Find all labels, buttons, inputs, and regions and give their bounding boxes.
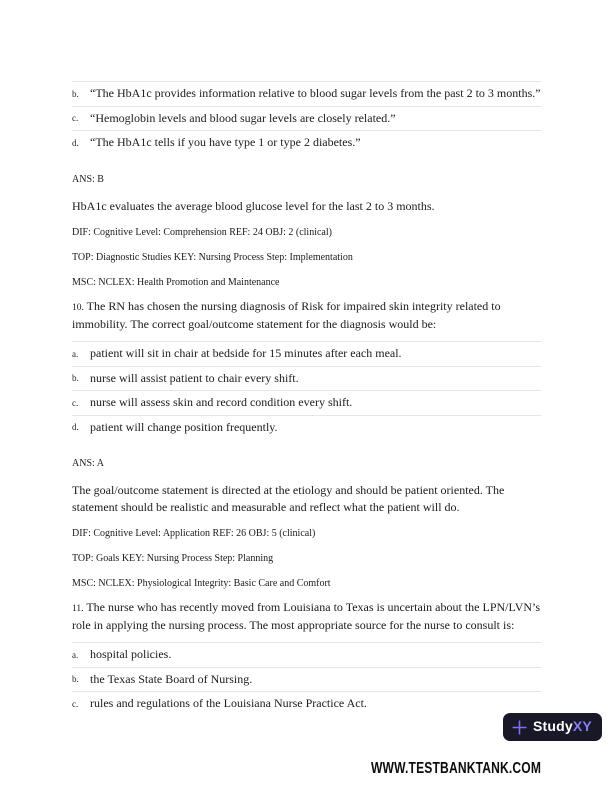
option-label: d. bbox=[72, 137, 79, 148]
option-row bbox=[72, 642, 541, 667]
option-label: c. bbox=[72, 397, 79, 408]
question-9-section bbox=[72, 81, 541, 289]
question-text bbox=[72, 599, 541, 633]
meta-top-line: TOP: Goals KEY: Nursing Process Step: Planning bbox=[72, 553, 274, 564]
option-text: “Hemoglobin levels and blood sugar levels are closely related.” bbox=[90, 110, 396, 125]
option-text: patient will sit in chair at bedside for 15 minutes after each meal. bbox=[90, 346, 402, 360]
brand-name: Study bbox=[533, 718, 573, 734]
question-10-options bbox=[72, 341, 541, 439]
website-url: WWW.TESTBANKTANK.COM bbox=[370, 760, 541, 777]
option-label: b. bbox=[72, 373, 79, 383]
option-row bbox=[72, 81, 541, 106]
option-text: the Texas State Board of Nursing. bbox=[90, 671, 253, 686]
meta-msc-line: MSC: NCLEX: Health Promotion and Maintenance bbox=[72, 277, 280, 288]
question-10-section bbox=[72, 298, 541, 590]
option-row bbox=[72, 415, 541, 440]
option-text: nurse will assess skin and record condition every shift. bbox=[90, 395, 353, 409]
option-label: c. bbox=[72, 113, 79, 123]
brand-name-accent: XY bbox=[572, 718, 592, 734]
option-text: “The HbA1c tells if you have type 1 or type 2 diabetes.” bbox=[90, 135, 361, 149]
question-number: 11. bbox=[72, 604, 84, 614]
option-label: d. bbox=[72, 422, 79, 432]
option-row bbox=[72, 667, 541, 692]
option-label: c. bbox=[72, 698, 79, 709]
option-row bbox=[72, 390, 541, 415]
option-label: b. bbox=[72, 674, 79, 684]
option-row bbox=[72, 106, 541, 131]
option-row bbox=[72, 130, 541, 155]
option-text: nurse will assist patient to chair every shift. bbox=[90, 370, 299, 385]
answer-line: ANS: B bbox=[72, 173, 104, 185]
option-label: a. bbox=[72, 649, 79, 660]
question-11-section bbox=[72, 599, 541, 716]
plus-icon bbox=[511, 719, 528, 736]
meta-top-line: TOP: Diagnostic Studies KEY: Nursing Process Step: Implementation bbox=[72, 252, 353, 263]
meta-msc-line: MSC: NCLEX: Physiological Integrity: Basic Care and Comfort bbox=[72, 578, 331, 589]
rationale-text: HbA1c evaluates the average blood glucose level for the last 2 to 3 months. bbox=[72, 198, 435, 213]
option-label: b. bbox=[72, 88, 79, 99]
question-stem: The RN has chosen the nursing diagnosis of Risk for impaired skin integrity related to immobility. The correct goal/outcome statement for the diagnosis would be: bbox=[72, 299, 501, 331]
page-content bbox=[72, 72, 541, 716]
option-label: a. bbox=[72, 348, 79, 359]
question-11-options bbox=[72, 642, 541, 716]
option-row bbox=[72, 341, 541, 366]
studyxy-badge bbox=[503, 713, 602, 741]
rationale-text: The goal/outcome statement is directed at the etiology and should be patient oriented. The statement should be realistic and measurable and reflect what the patient will do. bbox=[72, 483, 505, 514]
question-9-options bbox=[72, 81, 541, 155]
question-number: 10. bbox=[72, 303, 84, 313]
option-text: “The HbA1c provides information relative to blood sugar levels from the past 2 to 3 months.” bbox=[90, 86, 541, 100]
option-text: rules and regulations of the Louisiana Nurse Practice Act. bbox=[90, 696, 367, 710]
meta-dif-line: DIF: Cognitive Level: Comprehension REF: 24 OBJ: 2 (clinical) bbox=[72, 227, 332, 238]
meta-dif-line: DIF: Cognitive Level: Application REF: 26 OBJ: 5 (clinical) bbox=[72, 528, 316, 539]
answer-line: ANS: A bbox=[72, 458, 104, 469]
option-row bbox=[72, 366, 541, 391]
question-stem: The nurse who has recently moved from Louisiana to Texas is uncertain about the LPN/LVN’s role in applying the nursing process. The most appropriate source for the nurse to consult is: bbox=[72, 600, 541, 632]
option-text: hospital policies. bbox=[90, 647, 172, 661]
option-row bbox=[72, 691, 541, 716]
question-text bbox=[72, 298, 541, 332]
option-text: patient will change position frequently. bbox=[90, 419, 278, 434]
